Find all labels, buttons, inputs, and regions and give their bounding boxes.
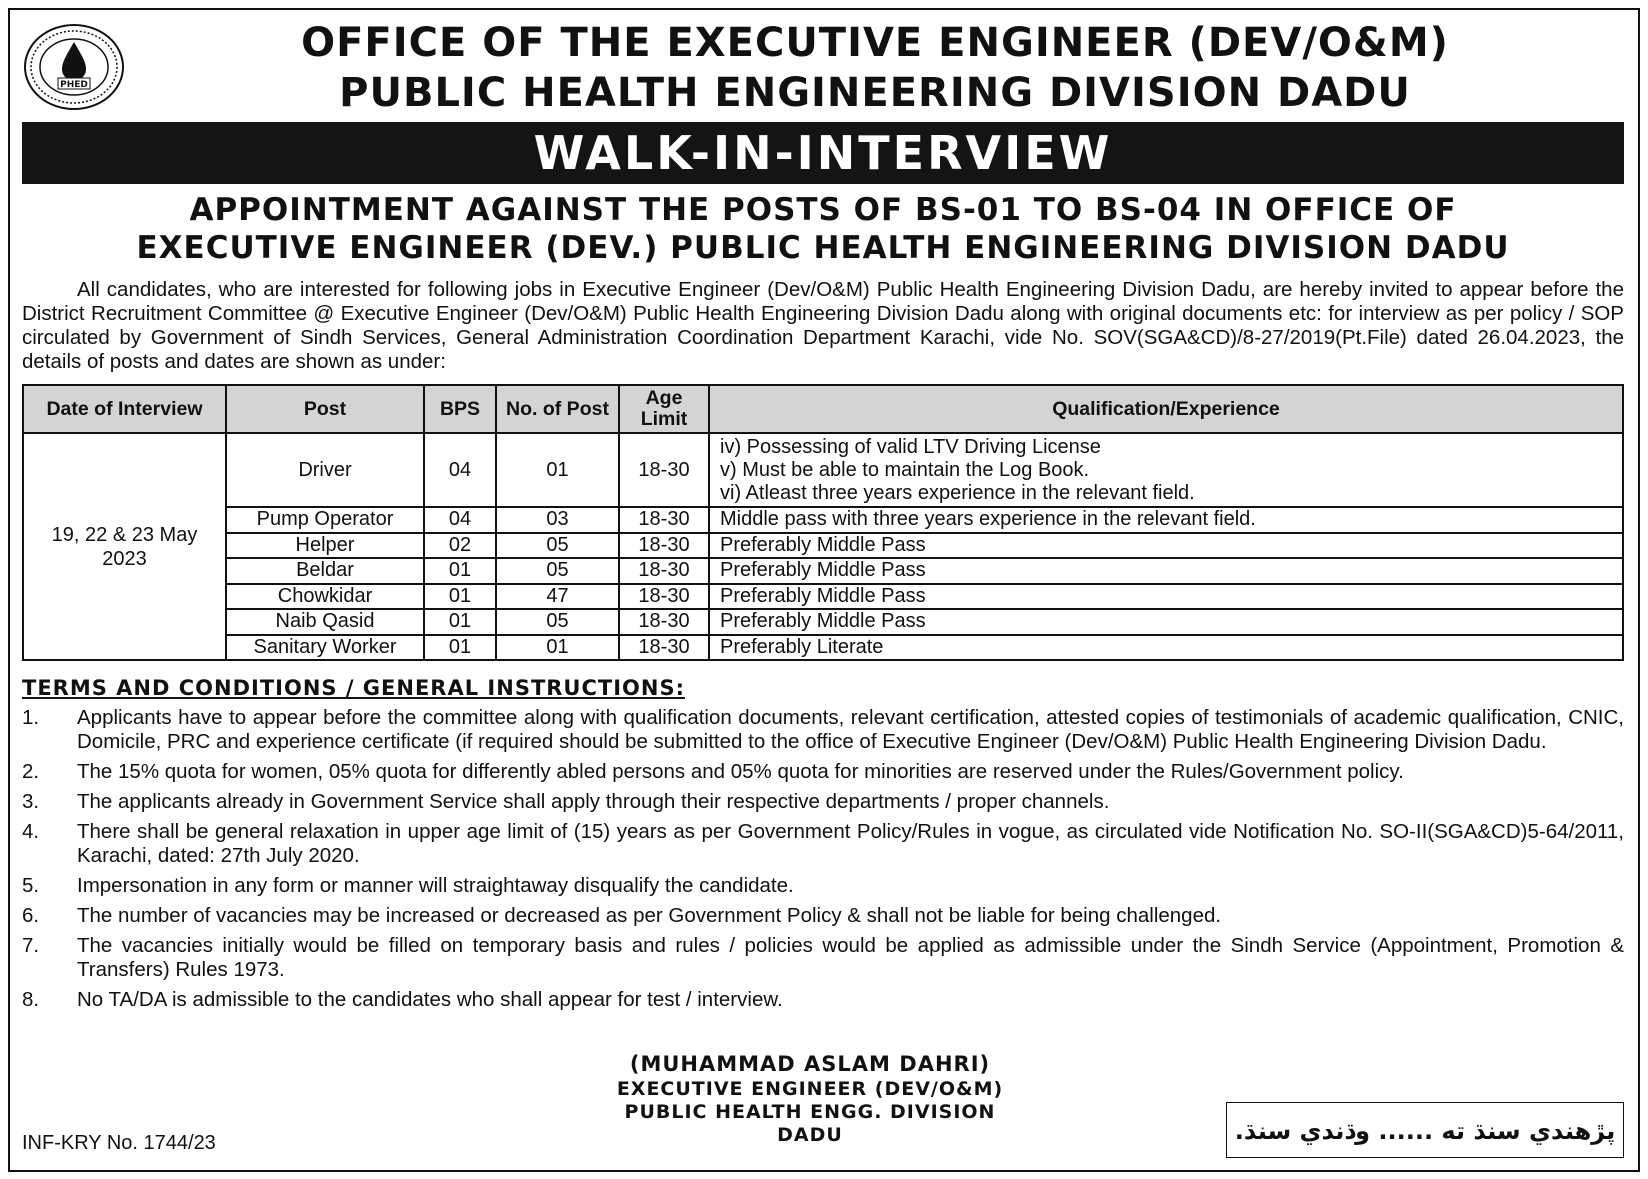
- term-number: 7.: [22, 934, 40, 957]
- post-cell: Pump Operator: [226, 507, 424, 533]
- no-of-post-cell: 01: [496, 635, 619, 661]
- interview-date-cell: 19, 22 & 23 May 2023: [23, 433, 226, 660]
- term-text: Impersonation in any form or manner will straightaway disqualify the candidate.: [77, 874, 794, 897]
- term-number: 2.: [22, 760, 40, 783]
- bps-cell: 01: [424, 635, 496, 661]
- bps-cell: 04: [424, 433, 496, 507]
- post-cell: Beldar: [226, 558, 424, 584]
- logo-text: PHED: [60, 80, 88, 90]
- no-of-post-cell: 47: [496, 584, 619, 610]
- intro-paragraph: All candidates, who are interested for following jobs in Executive Engineer (Dev/O&M) Public Health Engineering Division Dadu, are hereby invited to appear before the District Recruitment Committee @ Executive Engineer (Dev/O&M) Public Health Engineering Division Dadu along with original documents etc: for interview as per policy / SOP circulated by Government of Sindh Services, General Administration Coordination Department Karachi, vide No. SOV(SGA&CD)/8-27/2019(Pt.File) dated 26.04.2023, the details of posts and dates are shown as under:: [22, 278, 1624, 373]
- table-row: [23, 584, 1623, 610]
- header-bps: BPS: [424, 385, 496, 433]
- qualification-cell: Preferably Middle Pass: [709, 609, 1623, 635]
- list-item: [22, 760, 1624, 784]
- list-item: [22, 988, 1624, 1012]
- qualification-cell: Middle pass with three years experience in the relevant field.: [709, 507, 1623, 533]
- age-limit-cell: 18-30: [619, 507, 709, 533]
- table-row: [23, 558, 1623, 584]
- reference-number: INF-KRY No. 1744/23: [22, 1132, 216, 1154]
- term-text: Applicants have to appear before the committee along with qualification documents, relevant certification, attested copies of testimonials of academic qualification, CNIC, Domicile, PRC and experience certificate (if required should be submitted to the office of Executive Engineer (Dev/O&M) Public Health Engineering Division Dadu.: [77, 706, 1624, 753]
- terms-list: [22, 706, 1624, 1018]
- bps-cell: 01: [424, 609, 496, 635]
- walk-in-interview-banner: WALK-IN-INTERVIEW: [22, 122, 1624, 184]
- signatory-title: EXECUTIVE ENGINEER (DEV/O&M): [616, 1078, 1004, 1100]
- qualification-line: v) Must be able to maintain the Log Book.: [720, 458, 1090, 481]
- term-text: The number of vacancies may be increased or decreased as per Government Policy & shall not be liable for being challenged.: [77, 904, 1222, 927]
- header-no-of-post: No. of Post: [496, 385, 619, 433]
- term-text: The vacancies initially would be filled on temporary basis and rules / policies would be applied as admissible under the Sindh Service (Appointment, Promotion & Transfers) Rules 1973.: [77, 934, 1624, 981]
- phed-logo-icon: [22, 22, 126, 112]
- list-item: [22, 934, 1624, 982]
- posts-table: [22, 384, 1624, 661]
- term-text: The 15% quota for women, 05% quota for differently abled persons and 05% quota for minorities are reserved under the Rules/Government policy.: [77, 760, 1404, 783]
- term-text: No TA/DA is admissible to the candidates who shall appear for test / interview.: [77, 988, 783, 1011]
- no-of-post-cell: 01: [496, 433, 619, 507]
- table-row: [23, 533, 1623, 559]
- bps-cell: 01: [424, 558, 496, 584]
- header-age-limit: Age Limit: [619, 385, 709, 433]
- terms-heading: TERMS AND CONDITIONS / GENERAL INSTRUCTIONS:: [22, 676, 685, 700]
- term-number: 5.: [22, 874, 40, 897]
- table-row: [23, 635, 1623, 661]
- post-cell: Chowkidar: [226, 584, 424, 610]
- office-title: OFFICE OF THE EXECUTIVE ENGINEER (DEV/O&M): [301, 20, 1449, 66]
- qualification-cell: Preferably Middle Pass: [709, 558, 1623, 584]
- term-number: 1.: [22, 706, 40, 729]
- division-title: PUBLIC HEALTH ENGINEERING DIVISION DADU: [339, 70, 1411, 116]
- age-limit-cell: 18-30: [619, 433, 709, 507]
- term-text: There shall be general relaxation in upper age limit of (15) years as per Government Policy/Rules in vogue, as circulated vide Notification No. SO-II(SGA&CD)5-64/2011, Karachi, dated: 27th July 2020.: [77, 820, 1624, 867]
- qualification-cell: Preferably Middle Pass: [709, 584, 1623, 610]
- bps-cell: 01: [424, 584, 496, 610]
- post-cell: Sanitary Worker: [226, 635, 424, 661]
- list-item: [22, 706, 1624, 754]
- table-row: [23, 609, 1623, 635]
- term-number: 8.: [22, 988, 40, 1011]
- post-cell: Helper: [226, 533, 424, 559]
- qualification-line: iv) Possessing of valid LTV Driving License: [720, 435, 1101, 458]
- no-of-post-cell: 05: [496, 533, 619, 559]
- signatory-city: DADU: [777, 1124, 843, 1146]
- post-cell: Naib Qasid: [226, 609, 424, 635]
- age-limit-cell: 18-30: [619, 533, 709, 559]
- list-item: [22, 904, 1624, 928]
- appointment-heading-line2: EXECUTIVE ENGINEER (DEV.) PUBLIC HEALTH ENGINEERING DIVISION DADU: [136, 230, 1510, 266]
- no-of-post-cell: 05: [496, 609, 619, 635]
- bps-cell: 04: [424, 507, 496, 533]
- qualification-cell: Preferably Literate: [709, 635, 1623, 661]
- header-date-of-interview: Date of Interview: [23, 385, 226, 433]
- no-of-post-cell: 05: [496, 558, 619, 584]
- age-limit-cell: 18-30: [619, 584, 709, 610]
- list-item: [22, 820, 1624, 868]
- qualification-line: vi) Atleast three years experience in the relevant field.: [720, 481, 1195, 504]
- post-cell: Driver: [226, 433, 424, 507]
- no-of-post-cell: 03: [496, 507, 619, 533]
- qualification-cell: [709, 433, 1623, 507]
- table-row: [23, 507, 1623, 533]
- list-item: [22, 790, 1624, 814]
- qualification-cell: Preferably Middle Pass: [709, 533, 1623, 559]
- term-number: 4.: [22, 820, 40, 843]
- table-row: [23, 433, 1623, 507]
- signatory-office: PUBLIC HEALTH ENGG. DIVISION: [624, 1101, 996, 1123]
- term-text: The applicants already in Government Service shall apply through their respective departments / proper channels.: [77, 790, 1110, 813]
- list-item: [22, 874, 1624, 898]
- term-number: 6.: [22, 904, 40, 927]
- signatory-name: (MUHAMMAD ASLAM DAHRI): [629, 1052, 991, 1076]
- age-limit-cell: 18-30: [619, 609, 709, 635]
- bps-cell: 02: [424, 533, 496, 559]
- appointment-heading-line1: APPOINTMENT AGAINST THE POSTS OF BS-01 TO BS-04 IN OFFICE OF: [189, 192, 1457, 228]
- age-limit-cell: 18-30: [619, 635, 709, 661]
- urdu-slogan-box: پڙهندي سنڌ ته ...... وڌندي سنڌ.: [1226, 1102, 1624, 1158]
- header-qualification: Qualification/Experience: [709, 385, 1623, 433]
- term-number: 3.: [22, 790, 40, 813]
- header-post: Post: [226, 385, 424, 433]
- age-limit-cell: 18-30: [619, 558, 709, 584]
